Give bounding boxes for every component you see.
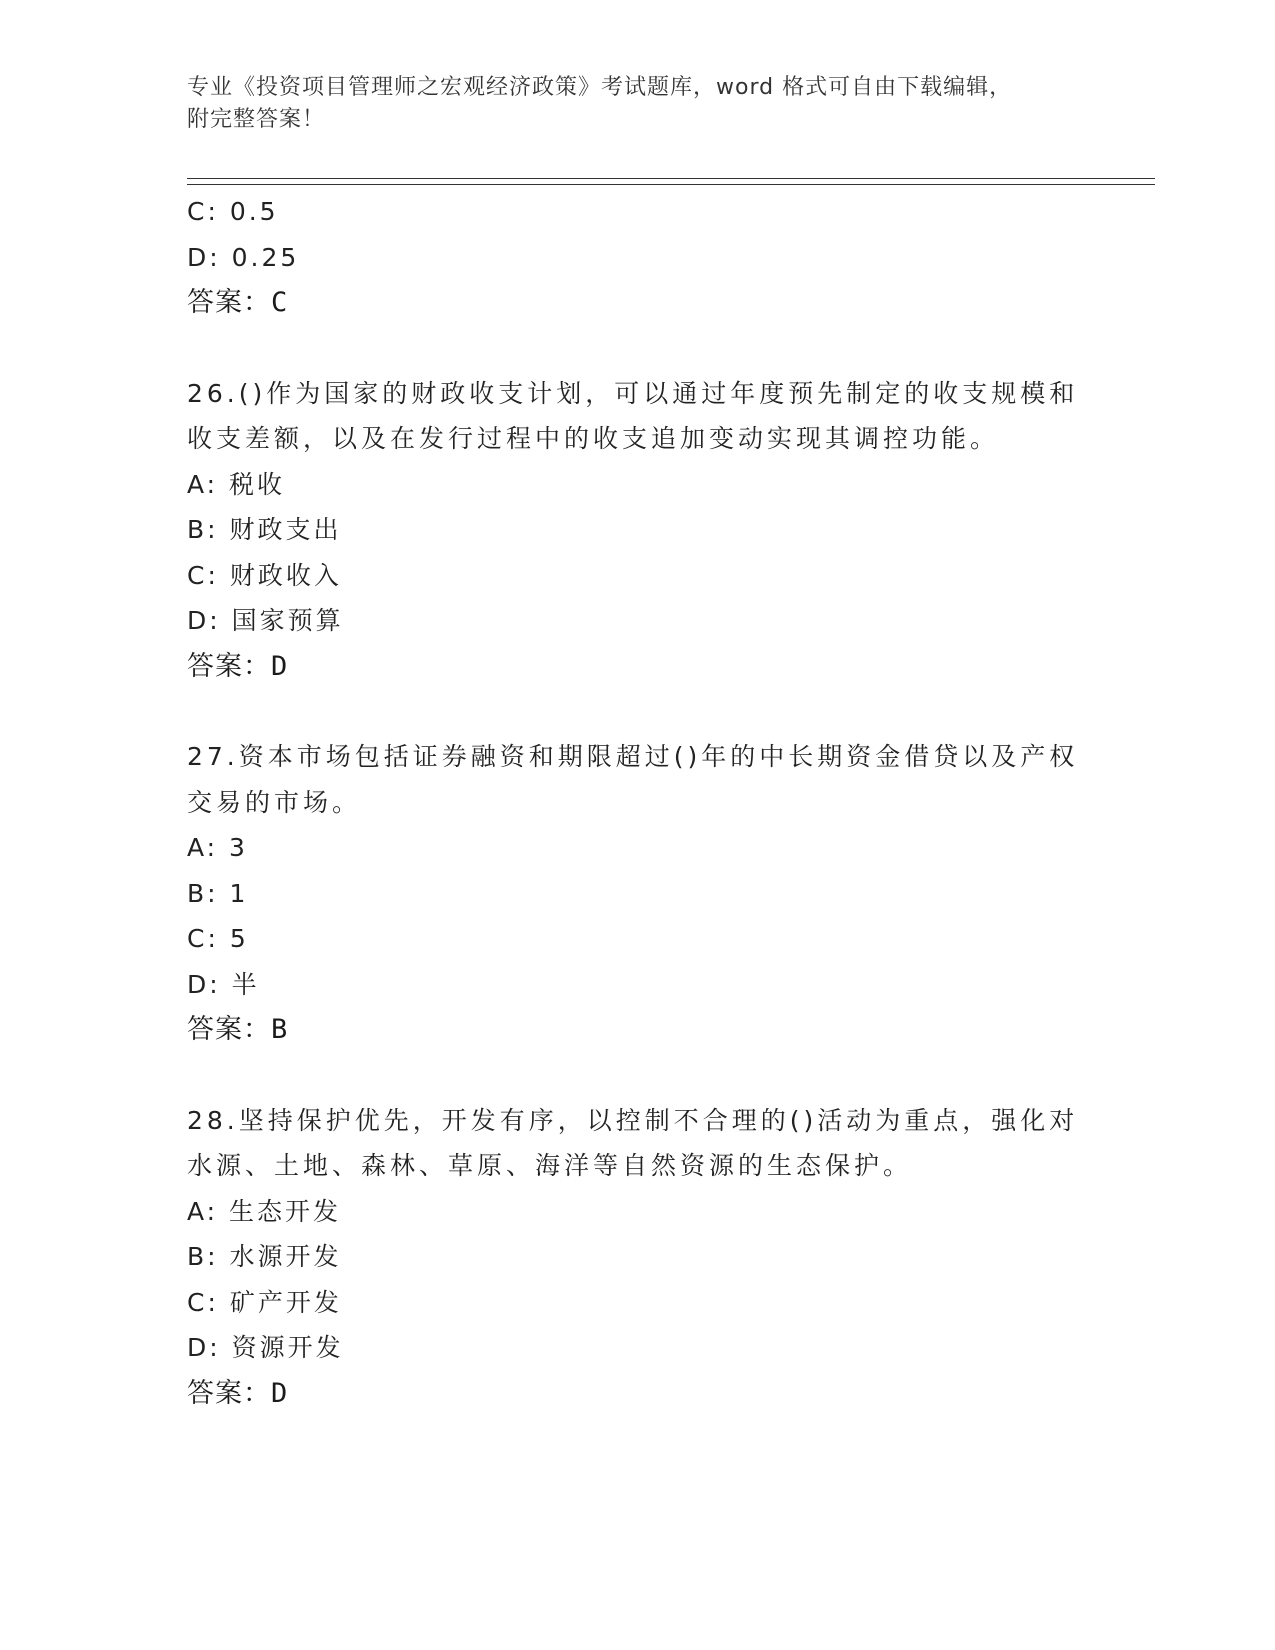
header-divider xyxy=(187,178,1155,185)
option-c: C: 财政收入 xyxy=(187,560,342,590)
option-c: C: 5 xyxy=(187,924,249,953)
page-header xyxy=(187,72,1067,136)
question-stem: 28.坚持保护优先，开发有序，以控制不合理的()活动为重点，强化对水源、土地、森林、草原、海洋等自然资源的生态保护。 xyxy=(187,1105,1079,1180)
question-stem: 26.()作为国家的财政收支计划，可以通过年度预先制定的收支规模和收支差额，以及在发行过程中的收支追加变动实现其调控功能。 xyxy=(187,378,1079,453)
option-b: B: 水源开发 xyxy=(187,1242,342,1271)
answer: 答案：C xyxy=(187,287,289,318)
spacer xyxy=(187,1053,1087,1098)
answer: 答案：B xyxy=(187,1014,289,1045)
option-c: C: 0.5 xyxy=(187,197,279,226)
option-a: A: 税收 xyxy=(187,469,286,499)
option-a: A: 3 xyxy=(187,833,248,862)
spacer xyxy=(187,326,1087,371)
question-25-tail xyxy=(187,189,1087,326)
header-line-1: 专业《投资项目管理师之宏观经济政策》考试题库，word 格式可自由下载编辑， xyxy=(187,75,1013,100)
option-b: B: 1 xyxy=(187,878,249,908)
question-27 xyxy=(187,734,1087,1053)
answer: 答案：D xyxy=(187,650,289,682)
question-28 xyxy=(187,1098,1087,1417)
spacer xyxy=(187,689,1087,734)
option-d: D: 半 xyxy=(187,969,260,999)
question-list xyxy=(187,189,1087,1416)
option-b: B: 财政支出 xyxy=(187,515,342,544)
header-line-2: 附完整答案！ xyxy=(187,107,326,132)
answer: 答案：D xyxy=(187,1377,289,1409)
option-c: C: 矿产开发 xyxy=(187,1287,342,1317)
option-a: A: 生态开发 xyxy=(187,1196,342,1226)
question-stem: 27.资本市场包括证券融资和期限超过()年的中长期资金借贷以及产权交易的市场。 xyxy=(187,742,1079,817)
option-d: D: 资源开发 xyxy=(187,1333,344,1362)
option-d: D: 国家预算 xyxy=(187,606,344,635)
question-26 xyxy=(187,371,1087,690)
option-d: D: 0.25 xyxy=(187,242,300,272)
